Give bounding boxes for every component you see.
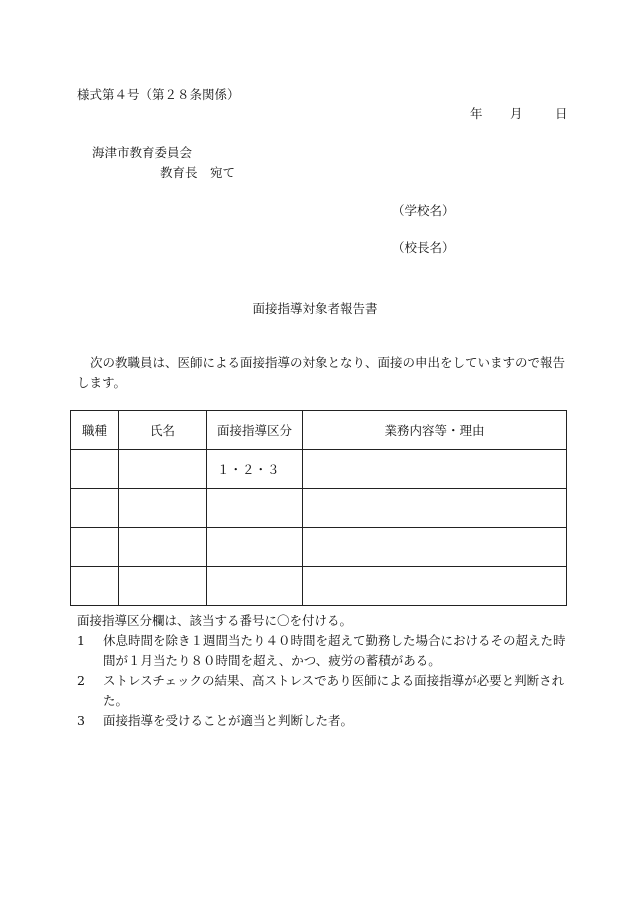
- date-line: [470, 104, 568, 122]
- header-job-type: 職種: [71, 411, 119, 450]
- header-reason: 業務内容等・理由: [303, 411, 567, 450]
- recipient-title: 教育長 宛て: [160, 165, 236, 180]
- note-text: ストレスチェックの結果、高ストレスであり医師による面接指導が必要と判断された。: [103, 673, 565, 708]
- cell-job-type[interactable]: [71, 567, 119, 606]
- body-text: 次の教職員は、医師による面接指導の対象となり、面接の申出をしていますので報告します。: [77, 355, 566, 390]
- notes-heading: 面接指導区分欄は、該当する番号に〇を付ける。: [77, 613, 353, 628]
- form-number: 様式第４号（第２８条関係）: [77, 87, 240, 102]
- cell-job-type[interactable]: [71, 450, 119, 489]
- note-number: 2: [77, 673, 85, 688]
- report-table: [70, 410, 567, 606]
- cell-reason[interactable]: [303, 528, 567, 567]
- cell-name[interactable]: [119, 567, 207, 606]
- notes-section: [77, 611, 567, 731]
- cell-category[interactable]: １・２・３: [207, 450, 303, 489]
- table-row: [71, 489, 567, 528]
- note-text: 面接指導を受けることが適当と判断した者。: [103, 713, 354, 728]
- cell-job-type[interactable]: [71, 489, 119, 528]
- table-header-row: [71, 411, 567, 450]
- cell-reason[interactable]: [303, 489, 567, 528]
- note-item: [77, 711, 567, 731]
- cell-name[interactable]: [119, 528, 207, 567]
- note-number: 3: [77, 713, 85, 728]
- cell-category[interactable]: [207, 489, 303, 528]
- table-row: [71, 528, 567, 567]
- cell-category[interactable]: [207, 567, 303, 606]
- date-year-label: 年: [470, 106, 483, 121]
- note-number: 1: [77, 633, 85, 648]
- date-day-label: 日: [555, 106, 568, 121]
- header-name: 氏名: [119, 411, 207, 450]
- note-item: [77, 671, 567, 711]
- principal-name-field[interactable]: （校長名）: [392, 240, 455, 255]
- document-title: 面接指導対象者報告書: [252, 301, 378, 316]
- school-name-field[interactable]: （学校名）: [392, 203, 455, 218]
- header-category: 面接指導区分: [207, 411, 303, 450]
- recipient-organization: 海津市教育委員会: [92, 145, 193, 160]
- table-row: [71, 450, 567, 489]
- cell-name[interactable]: [119, 450, 207, 489]
- cell-job-type[interactable]: [71, 528, 119, 567]
- cell-reason[interactable]: [303, 450, 567, 489]
- cell-category[interactable]: [207, 528, 303, 567]
- note-item: [77, 631, 567, 671]
- cell-reason[interactable]: [303, 567, 567, 606]
- cell-name[interactable]: [119, 489, 207, 528]
- date-month-label: 月: [510, 106, 523, 121]
- note-text: 休息時間を除き１週間当たり４０時間を超えて勤務した場合におけるその超えた時間が１月当たり８０時間を超え、かつ、疲労の蓄積がある。: [103, 633, 566, 668]
- table-row: [71, 567, 567, 606]
